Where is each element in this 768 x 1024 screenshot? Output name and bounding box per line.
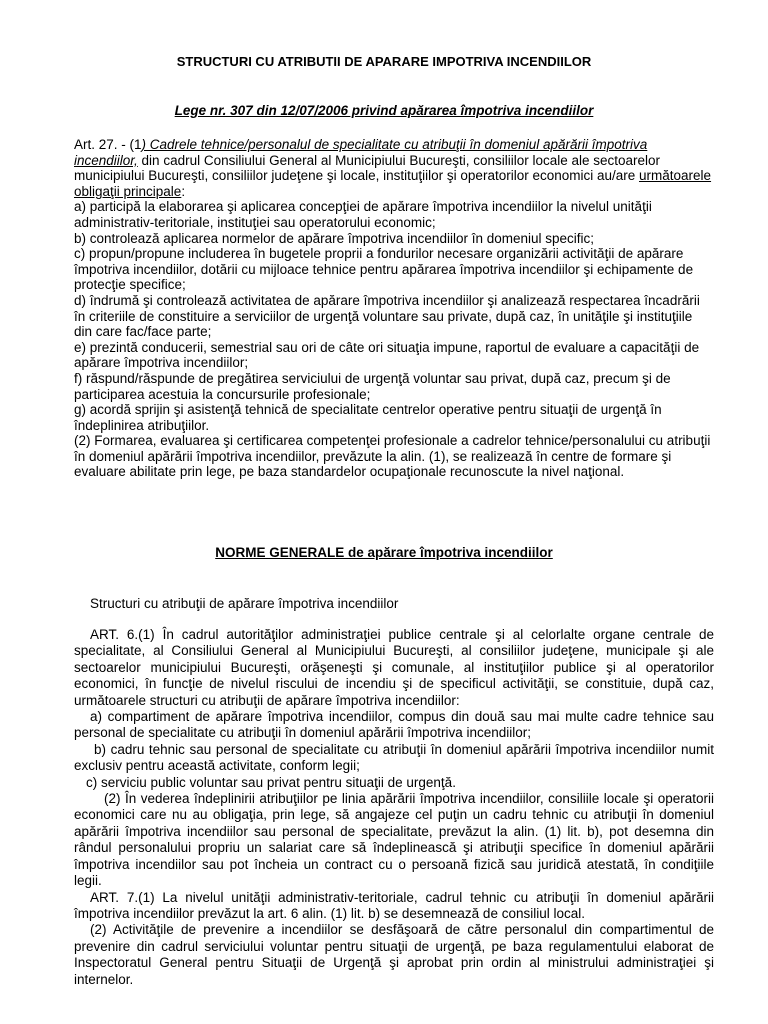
article-27-subject: ) Cadrele tehnice/personalul de specialitate cu atribuţii în domeniul apărării împotriva incendiilor, — [74, 137, 648, 168]
article-27-intro: Art. 27. - (1) Cadrele tehnice/personalul de specialitate cu atribuţii în domeniul apărării împotriva incendiilor, din cadrul Consiliului General al Municipiului Bucureşti, consiliilor locale ale sectoarelor municipiului Bucureşti, consiliilor judeţene şi locale, instituţiilor şi operatorilor economici au/are următoarele obligaţii principale: — [74, 137, 712, 199]
obligation-item-d: d) îndrumă şi controlează activitatea de apărare împotriva incendiilor şi analizează respectarea încadrării în criteriile de constituire a serviciilor de urgenţă voluntare sau private, după caz, în unităţile şi instituţiile din care fac/face parte; — [74, 292, 700, 340]
obligation-item-b: b) controlează aplicarea normelor de apărare împotriva incendiilor în domeniul specific; — [74, 230, 595, 246]
document-title: STRUCTURI CU ATRIBUTII DE APARARE IMPOTRIVA INCENDIILOR — [176, 54, 592, 69]
obligation-item-a: a) participă la elaborarea şi aplicarea concepţiei de apărare împotriva incendiilor la nivelul unităţii administrativ-teritoriale, instituţiei sau operatorului economic; — [74, 199, 652, 230]
obligations-label: următoarele obligaţii principale — [74, 168, 712, 199]
article-27-section — [74, 137, 714, 480]
article-27-scope: din cadrul Consiliului General al Municipiului Bucureşti, consiliilor locale ale sectoarelor municipiului Bucureşti, consiliilor judeţene şi locale, instituţiilor şi operatorilor economici au/are — [74, 152, 661, 184]
law-title: Lege nr. 307 din 12/07/2006 privind apărarea împotriva incendiilor — [174, 103, 594, 118]
art-7-paragraph-1: ART. 7.(1) La nivelul unităţii administrativ-teritoriale, cadrul tehnic cu atribuţii în domeniul apărării împotriva incendiilor prevăzut la art. 6 alin. (1) lit. b) se desemnează de consiliul local. — [74, 889, 714, 921]
norme-heading: NORME GENERALE de apărare împotriva incendiilor — [215, 545, 553, 560]
art-6-item-c: c) serviciu public voluntar sau privat pentru situaţii de urgenţă. — [86, 774, 456, 790]
art-6-paragraph-2: (2) În vederea îndeplinirii atribuţiilor pe linia apărării împotriva incendiilor, consiliile locale şi operatorii economici care nu au obligaţia, prin lege, să angajeze cel puţin un cadru tehnic cu atribuţii în domeniul apărării împotriva incendiilor sau personal de specialitate, prevăzut la alin. (1) lit. b), pot desemna din rândul personalului propriu un salariat care să îndeplinească şi atribuţii specifice în domeniul apărării împotriva incendiilor sau pot încheia un contract cu o persoană fizică sau juridică atestată, în condiţiile legii. — [74, 791, 714, 889]
norme-section — [74, 627, 714, 988]
obligation-item-c: c) propun/propune includerea în bugetele proprii a fondurilor necesare organizării activităţii de apărare împotriva incendiilor, dotării cu mijloace tehnice pentru apărarea împotriva incendiilor şi echipamente de protecţie specifice; — [74, 246, 694, 293]
norme-subheading: Structuri cu atribuţii de apărare împotriva incendiilor — [90, 596, 399, 611]
obligation-item-e: e) prezintă conducerii, semestrial sau ori de câte ori situaţia impune, raportul de evaluare a capacităţii de apărare împotriva incendiilor; — [74, 339, 700, 371]
obligation-item-g: g) acordă sprijin şi asistenţă tehnică de specialitate centrelor operative pentru situaţii de urgenţă în îndeplinirea atribuţiilor. — [74, 402, 662, 433]
article-27-paragraph-2: (2) Formarea, evaluarea şi certificarea competenţei profesionale a cadrelor tehnice/personalului cu atribuţii în domeniul apărării împotriva incendiilor, prevăzute la alin. (1), se realizează în centre de formare şi evaluare abilitate prin lege, pe baza standardelor ocupaţionale recunoscute la nivel naţional. — [74, 433, 711, 480]
art-6-item-a: a) compartiment de apărare împotriva incendiilor, compus din două sau mai multe cadre tehnice sau personal de specialitate cu atribuţii în domeniul apărării împotriva incendiilor; — [74, 709, 714, 741]
art-7-paragraph-2: (2) Activităţile de prevenire a incendiilor se desfăşoară de către personalul din compartimentul de prevenire din cadrul serviciului voluntar pentru situaţii de urgenţă, pe baza regulamentului elaborat de Inspectoratul General pentru Situaţii de Urgenţă şi aprobat prin ordin al ministrului administraţiei şi internelor. — [74, 922, 714, 987]
art-6-paragraph-1: ART. 6.(1) În cadrul autorităţilor administraţiei publice centrale şi al celorlalte organe centrale de specialitate, al Consiliului General al Municipiului Bucureşti, al consiliilor judeţene, municipale şi ale sectoarelor municipiului Bucureşti, orăşeneşti şi comunale, al instituţiilor publice şi al operatorilor economici, în funcţie de nivelul riscului de incendiu şi de specificul activităţii, se constituie, după caz, următoarele structuri cu atribuţii de apărare împotriva incendiilor: — [74, 627, 714, 708]
obligation-item-f: f) răspund/răspunde de pregătirea serviciului de urgenţă voluntar sau privat, după caz, precum şi de participarea acestuia la concursurile profesionale; — [74, 370, 671, 402]
article-27-number: Art. 27. - (1 — [74, 137, 142, 152]
art-6-item-b: b) cadru tehnic sau personal de specialitate cu atribuţii în domeniul apărării împotriva incendiilor numit exclusiv pentru această activitate, conform legii; — [74, 741, 714, 774]
